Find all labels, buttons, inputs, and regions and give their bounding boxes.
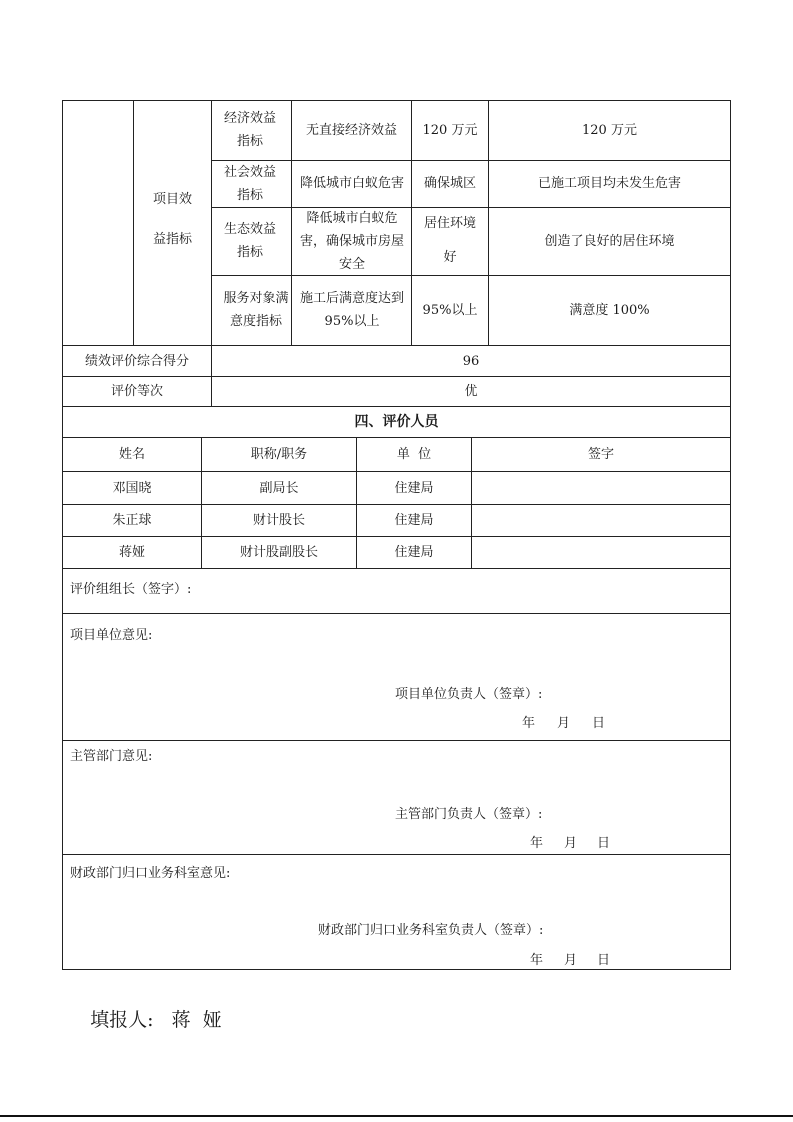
project-unit-sign: 项目单位负责人（签章）: [395,687,543,702]
sub-indicator: 服务对象满意度指标 [223,291,289,329]
date-day: 日 [597,836,611,851]
planned-cell: 居住环境好 [423,216,476,265]
sub-indicator: 生态效益指标 [223,222,276,260]
date-month: 月 [557,716,571,731]
grade-value: 优 [464,384,478,399]
evaluator-name: 朱正球 [112,513,152,528]
competent-dept-label: 主管部门意见: [70,749,153,764]
evaluator-unit: 住建局 [394,545,434,560]
filler-line [78,983,222,1032]
competent-dept-sign: 主管部门负责人（签章）: [395,807,543,822]
evaluator-name: 蒋娅 [118,545,145,560]
evaluator-sign [472,537,730,568]
score-value: 96 [462,353,480,369]
actual-cell: 已施工项目均未发生危害 [537,176,681,191]
evaluator-title: 财计股长 [252,513,305,528]
leader-sign-label: 评价组组长（签字）: [70,582,192,597]
target-cell: 施工后满意度达到95%以上 [299,291,404,329]
date-day: 日 [592,716,606,731]
header-sign: 签字 [587,447,614,462]
evaluator-unit: 住建局 [394,480,434,496]
date-year: 年 [530,953,544,968]
planned-cell: 120 万元 [422,122,478,138]
evaluator-title: 财计股副股长 [239,545,318,560]
evaluator-sign [472,472,730,504]
grade-label: 评价等次 [110,384,163,399]
planned-cell: 确保城区 [423,176,476,191]
date-year: 年 [522,716,536,731]
target-cell: 无直接经济效益 [305,122,397,138]
filler-label: 填报人: [90,1009,154,1031]
project-unit-label: 项目单位意见: [70,628,153,643]
date-year: 年 [530,836,544,851]
evaluator-sign [472,505,730,536]
score-label: 绩效评价综合得分 [84,353,189,369]
planned-cell: 95%以上 [422,302,478,318]
actual-cell: 创造了良好的居住环境 [544,233,675,249]
evaluator-unit: 住建局 [394,513,434,528]
sub-indicator: 社会效益指标 [223,164,276,203]
filler-name: 蒋 娅 [171,1009,222,1031]
date-month: 月 [564,953,578,968]
category-label: 项目效益指标 [152,192,192,247]
evaluator-name: 邓国晓 [112,480,152,496]
header-title: 职称/职务 [250,447,308,462]
date-day: 日 [597,953,611,968]
date-month: 月 [564,836,578,851]
finance-dept-sign: 财政部门归口业务科室负责人（签章）: [318,923,544,938]
target-cell: 降低城市白蚁危害，确保城市房屋安全 [299,210,404,272]
section-title: 四、评价人员 [354,413,439,430]
actual-cell: 120 万元 [582,122,637,138]
finance-dept-label: 财政部门归口业务科室意见: [70,866,231,881]
header-unit: 单 位 [396,447,432,462]
sub-indicator: 经济效益指标 [223,111,276,149]
bottom-rule [0,1115,793,1117]
header-name: 姓名 [118,447,145,462]
actual-cell: 满意度 100% [569,302,650,318]
evaluator-title: 副局长 [259,480,299,496]
target-cell: 降低城市白蚁危害 [299,176,404,191]
